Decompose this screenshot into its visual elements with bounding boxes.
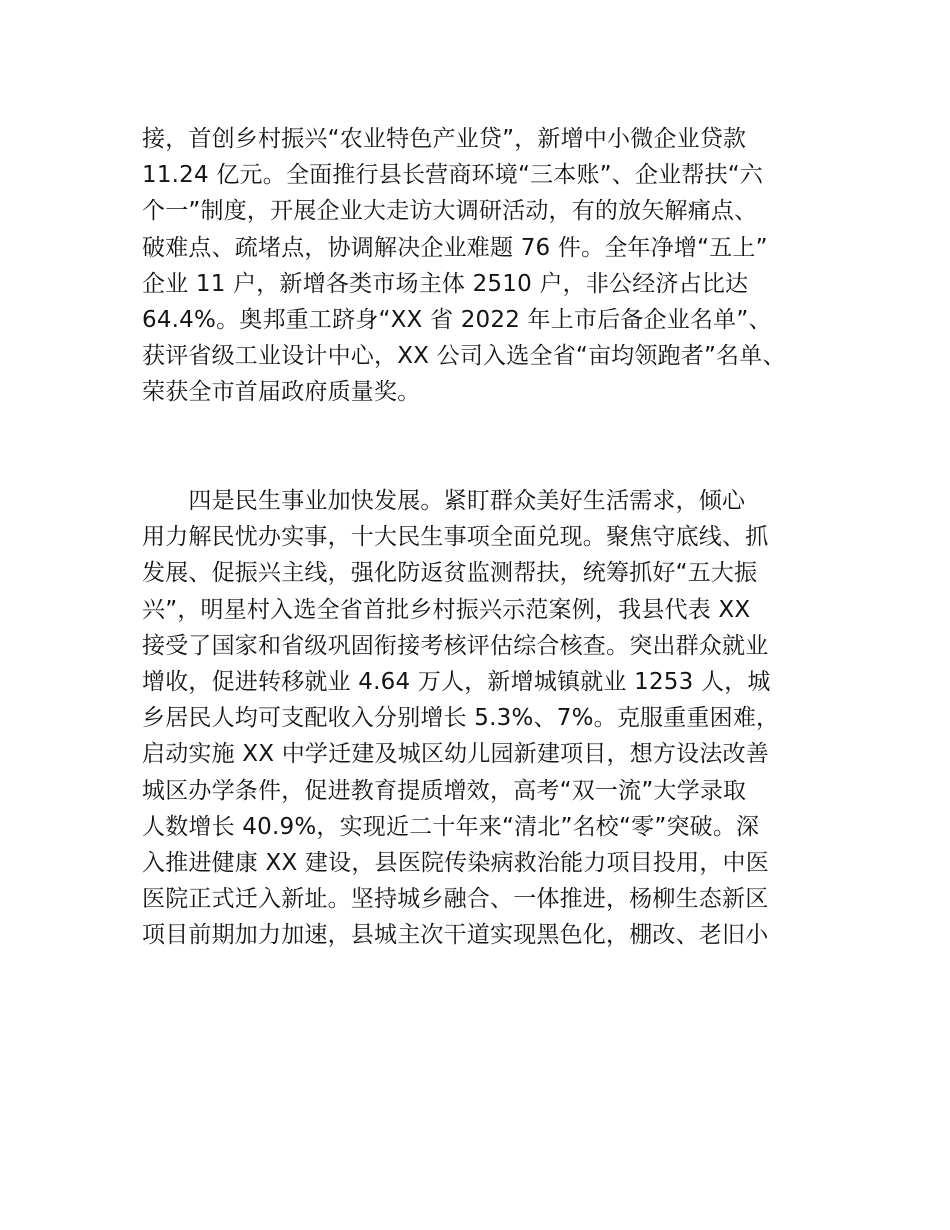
text-line: 个一”制度，开展企业大走访大调研活动，有的放矢解痛点、 [142, 198, 758, 225]
text-line: 启动实施 XX 中学迁建及城区幼儿园新建项目，想方设法改善 [142, 741, 769, 768]
text-line: 破难点、疏堵点，协调解决企业难题 76 件。全年净增“五上” [142, 234, 768, 261]
text-line: 接，首创乡村振兴“农业特色产业贷”，新增中小微企业贷款 [142, 126, 747, 152]
text-line: 增收，促进转移就业 4.64 万人，新增城镇就业 1253 人，城 [142, 668, 771, 695]
text-line: 兴”，明星村入选全省首批乡村振兴示范案例，我县代表 XX [142, 596, 751, 623]
text-line: 11.24 亿元。全面推行县长营商环境“三本账”、企业帮扶“六 [142, 162, 764, 189]
text-line: 发展、促振兴主线，强化防返贫监测帮扶，统筹抓好“五大振 [142, 560, 758, 587]
text-line: 获评省级工业设计中心，XX 公司入选全省“亩均领跑者”名单、 [142, 343, 786, 370]
text-line: 项目前期加力加速，县城主次干道实现黑色化，棚改、老旧小 [142, 922, 769, 949]
paragraph-livelihood [142, 483, 842, 953]
text-line: 人数增长 40.9%，实现近二十年来“清北”名校“零”突破。深 [142, 813, 760, 840]
text-line: 乡居民人均可支配收入分别增长 5.3%、7%。克服重重困难， [142, 705, 780, 732]
text-line: 接受了国家和省级巩固衔接考核评估综合核查。突出群众就业 [142, 632, 769, 659]
text-line: 用力解民忧办实事，十大民生事项全面兑现。聚焦守底线、抓 [142, 524, 769, 551]
text-line: 企业 11 户，新增各类市场主体 2510 户，非公经济占比达 [142, 270, 749, 297]
text-line: 城区办学条件，促进教育提质增效，高考“双一流”大学录取 [142, 777, 747, 804]
text-line: 入推进健康 XX 建设，县医院传染病救治能力项目投用，中医 [142, 849, 769, 876]
text-line: 四是民生事业加快发展。紧盯群众美好生活需求，倾心 [142, 488, 746, 514]
text-line: 荣获全市首届政府质量奖。 [142, 379, 421, 406]
text-line: 医院正式迁入新址。坚持城乡融合、一体推进，杨柳生态新区 [142, 886, 769, 913]
text-line: 64.4%。奥邦重工跻身“XX 省 2022 年上市后备企业名单”、 [142, 306, 772, 333]
paragraph-enterprise-support [142, 121, 842, 411]
